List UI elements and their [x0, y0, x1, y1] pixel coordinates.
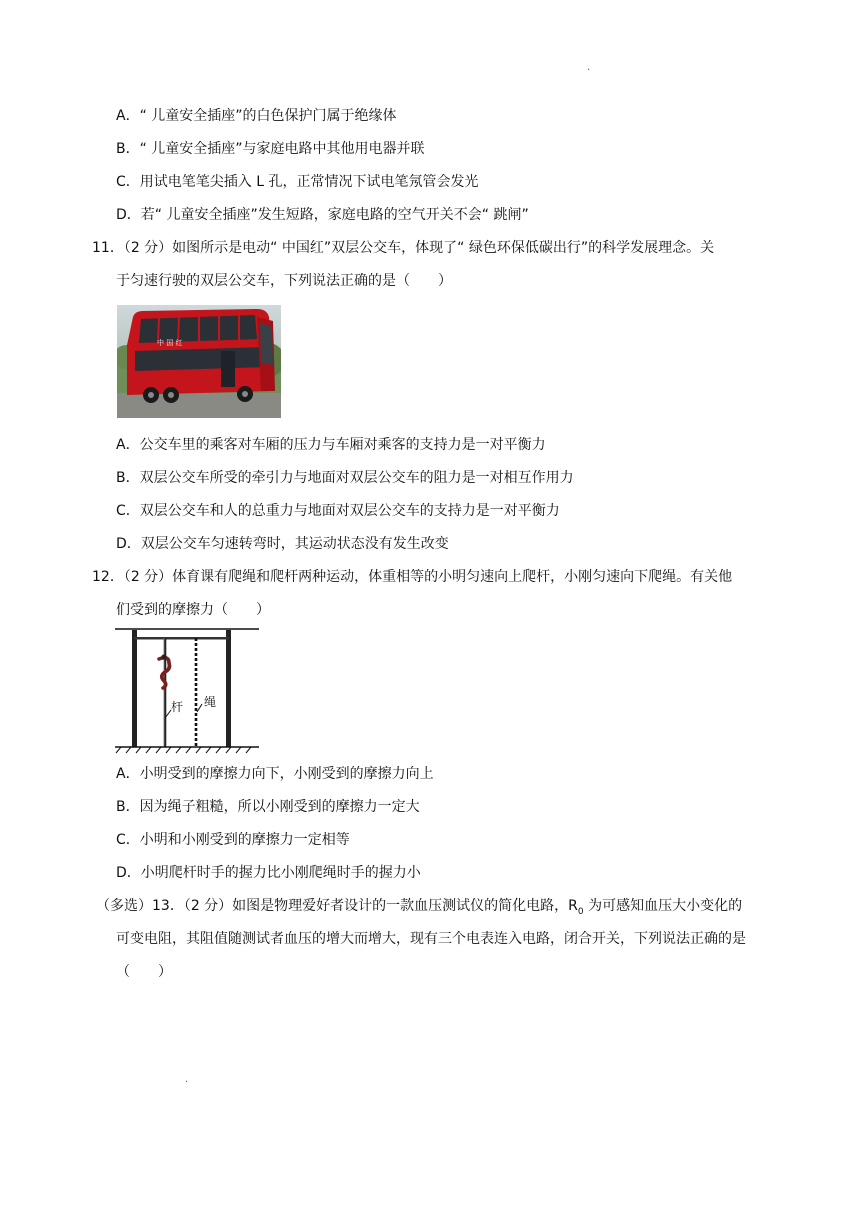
- q13-stem-text: （多选）13．（2 分）如图是物理爱好者设计的一款血压测试仪的简化电路，R: [96, 898, 578, 914]
- q11-option-b: B．双层公交车所受的牵引力与地面对双层公交车的阻力是一对相互作用力: [116, 470, 574, 486]
- q12-option-d: D．小明爬杆时手的握力比小刚爬绳时手的握力小: [116, 865, 421, 881]
- q12-option-a: A．小明受到的摩擦力向下，小刚受到的摩擦力向上: [116, 766, 434, 782]
- q13-stem-line3: （ ）: [116, 964, 172, 980]
- q13-stem-line2: 可变电阻，其阻值随测试者血压的增大而增大，现有三个电表连入电路，闭合开关，下列说法正确的是: [116, 931, 746, 947]
- q10-option-a: A．“ 儿童安全插座”的白色保护门属于绝缘体: [116, 108, 397, 124]
- svg-text:中 国 红: 中 国 红: [157, 339, 183, 347]
- double-decker-bus-photo: [117, 305, 281, 418]
- pole-and-rope-figure: [113, 626, 261, 754]
- q11-stem-line2: 于匀速行驶的双层公交车，下列说法正确的是（ ）: [116, 273, 452, 289]
- q11-option-d: D．双层公交车匀速转弯时，其运动状态没有发生改变: [116, 536, 449, 552]
- q11-stem-line1: 11．（2 分）如图所示是电动“ 中国红”双层公交车，体现了“ 绿色环保低碳出行”的科学发展理念。关: [92, 240, 715, 256]
- r0-subscript: 0: [577, 906, 584, 917]
- q10-option-c: C．用试电笔笔尖插入 L 孔，正常情况下试电笔氖管会发光: [116, 174, 479, 190]
- rope-label: 绳: [204, 695, 217, 709]
- q10-option-b: B．“ 儿童安全插座”与家庭电路中其他用电器并联: [116, 141, 425, 157]
- q11-option-c: C．双层公交车和人的总重力与地面对双层公交车的支持力是一对平衡力: [116, 503, 560, 519]
- q10-option-d: D．若“ 儿童安全插座”发生短路，家庭电路的空气开关不会“ 跳闸”: [116, 207, 529, 223]
- page-dot-bottom: .: [185, 1074, 189, 1085]
- page-dot-top: .: [587, 62, 591, 73]
- q13-stem-line1: [96, 896, 742, 922]
- q11-option-a: A．公交车里的乘客对车厢的压力与车厢对乘客的支持力是一对平衡力: [116, 437, 546, 453]
- q12-stem-line2: 们受到的摩擦力（ ）: [116, 602, 270, 618]
- q13-stem-text-tail: 为可感知血压大小变化的: [583, 898, 743, 914]
- q12-option-c: C．小明和小刚受到的摩擦力一定相等: [116, 832, 350, 848]
- q12-stem-line1: 12．（2 分）体育课有爬绳和爬杆两种运动，体重相等的小明匀速向上爬杆，小刚匀速向下爬绳。有关他: [92, 569, 733, 585]
- pole-label: 杆: [171, 700, 184, 714]
- q12-option-b: B．因为绳子粗糙，所以小刚受到的摩擦力一定大: [116, 799, 420, 815]
